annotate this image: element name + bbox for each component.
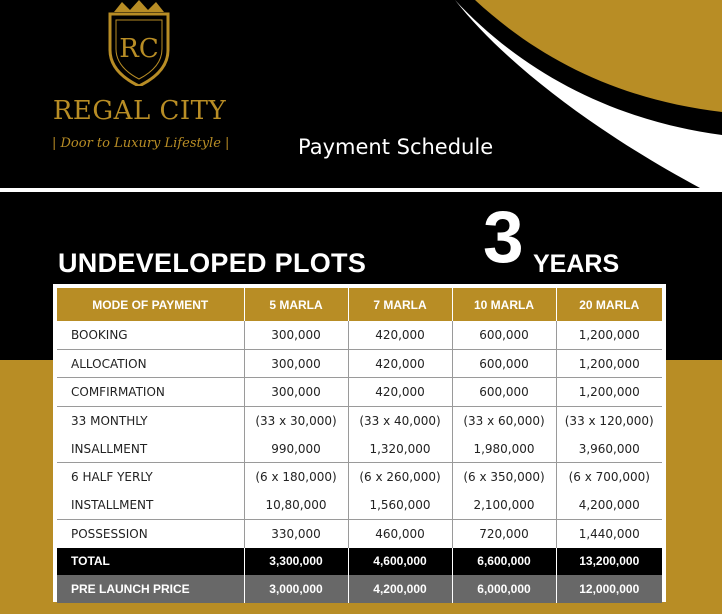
cell-value: 300,000 bbox=[244, 349, 348, 378]
cell-value: 4,200,000 bbox=[556, 491, 662, 519]
cell-value: 420,000 bbox=[348, 321, 452, 349]
cell-value: 300,000 bbox=[244, 378, 348, 407]
header-7-marla: 7 MARLA bbox=[348, 288, 452, 321]
total-value: 4,600,000 bbox=[348, 548, 452, 576]
cell-value: 600,000 bbox=[452, 378, 556, 407]
header-10-marla: 10 MARLA bbox=[452, 288, 556, 321]
cell-value: (6 x 350,000) bbox=[452, 463, 556, 491]
header-5-marla: 5 MARLA bbox=[244, 288, 348, 321]
cell-value: 600,000 bbox=[452, 349, 556, 378]
cell-value: 420,000 bbox=[348, 349, 452, 378]
header-20-marla: 20 MARLA bbox=[556, 288, 662, 321]
prelaunch-row bbox=[57, 575, 662, 603]
row-label: INSTALLMENT bbox=[57, 491, 244, 519]
row-label: INSALLMENT bbox=[57, 435, 244, 463]
payment-schedule-table bbox=[57, 288, 662, 603]
total-label: TOTAL bbox=[57, 548, 244, 576]
cell-value: 1,980,000 bbox=[452, 435, 556, 463]
cell-value: 330,000 bbox=[244, 519, 348, 547]
prelaunch-value: 12,000,000 bbox=[556, 575, 662, 603]
row-label: 6 HALF YERLY bbox=[57, 463, 244, 491]
table-header-row bbox=[57, 288, 662, 321]
cell-value: 460,000 bbox=[348, 519, 452, 547]
cell-value: 2,100,000 bbox=[452, 491, 556, 519]
cell-value: 3,960,000 bbox=[556, 435, 662, 463]
cell-value: 420,000 bbox=[348, 378, 452, 407]
prelaunch-label: PRE LAUNCH PRICE bbox=[57, 575, 244, 603]
total-value: 6,600,000 bbox=[452, 548, 556, 576]
document-title: Payment Schedule bbox=[298, 135, 494, 159]
cell-value: (6 x 700,000) bbox=[568, 470, 650, 485]
section-title: UNDEVELOPED PLOTS bbox=[58, 248, 367, 278]
cell-value: (6 x 180,000) bbox=[244, 463, 348, 491]
crown-shield-logo-icon bbox=[104, 0, 174, 86]
total-value: 13,200,000 bbox=[556, 548, 662, 576]
cell-value: 990,000 bbox=[244, 435, 348, 463]
prelaunch-value: 4,200,000 bbox=[348, 575, 452, 603]
table-row bbox=[57, 519, 662, 547]
table-row bbox=[57, 349, 662, 378]
cell-value: 1,200,000 bbox=[556, 378, 662, 407]
payment-table-panel bbox=[53, 284, 666, 602]
cell-value: 720,000 bbox=[452, 519, 556, 547]
cell-value: 10,80,000 bbox=[244, 491, 348, 519]
row-label: BOOKING bbox=[57, 321, 244, 349]
cell-value: 1,560,000 bbox=[348, 491, 452, 519]
table-row bbox=[57, 463, 662, 491]
row-label: COMFIRMATION bbox=[57, 378, 244, 407]
logo-monogram: RC bbox=[119, 34, 159, 64]
table-row bbox=[57, 491, 662, 519]
row-label: 33 MONTHLY bbox=[57, 407, 244, 435]
row-label: POSSESSION bbox=[57, 519, 244, 547]
cell-value: (33 x 120,000) bbox=[564, 413, 654, 428]
cell-value: (33 x 60,000) bbox=[452, 407, 556, 435]
total-value: 3,300,000 bbox=[244, 548, 348, 576]
table-row bbox=[57, 378, 662, 407]
cell-value: 1,440,000 bbox=[578, 526, 640, 541]
brand-tagline: | Door to Luxury Lifestyle | bbox=[52, 136, 230, 151]
row-label: ALLOCATION bbox=[57, 349, 244, 378]
cell-value: (6 x 260,000) bbox=[348, 463, 452, 491]
total-row bbox=[57, 548, 662, 576]
prelaunch-value: 6,000,000 bbox=[452, 575, 556, 603]
table-row bbox=[57, 321, 662, 349]
brand-name: REGAL CITY bbox=[52, 96, 227, 126]
table-row bbox=[57, 435, 662, 463]
prelaunch-value: 3,000,000 bbox=[244, 575, 348, 603]
table-row bbox=[57, 407, 662, 435]
cell-value: (33 x 40,000) bbox=[348, 407, 452, 435]
cell-value: 1,200,000 bbox=[556, 321, 662, 349]
cell-value: 1,320,000 bbox=[348, 435, 452, 463]
cell-value: (33 x 30,000) bbox=[244, 407, 348, 435]
header-mode-of-payment: MODE OF PAYMENT bbox=[57, 288, 244, 321]
cell-value: 300,000 bbox=[244, 321, 348, 349]
duration-number: 3 bbox=[483, 197, 524, 278]
cell-value: 1,200,000 bbox=[556, 349, 662, 378]
cell-value: 600,000 bbox=[452, 321, 556, 349]
duration-unit: YEARS bbox=[533, 250, 620, 278]
